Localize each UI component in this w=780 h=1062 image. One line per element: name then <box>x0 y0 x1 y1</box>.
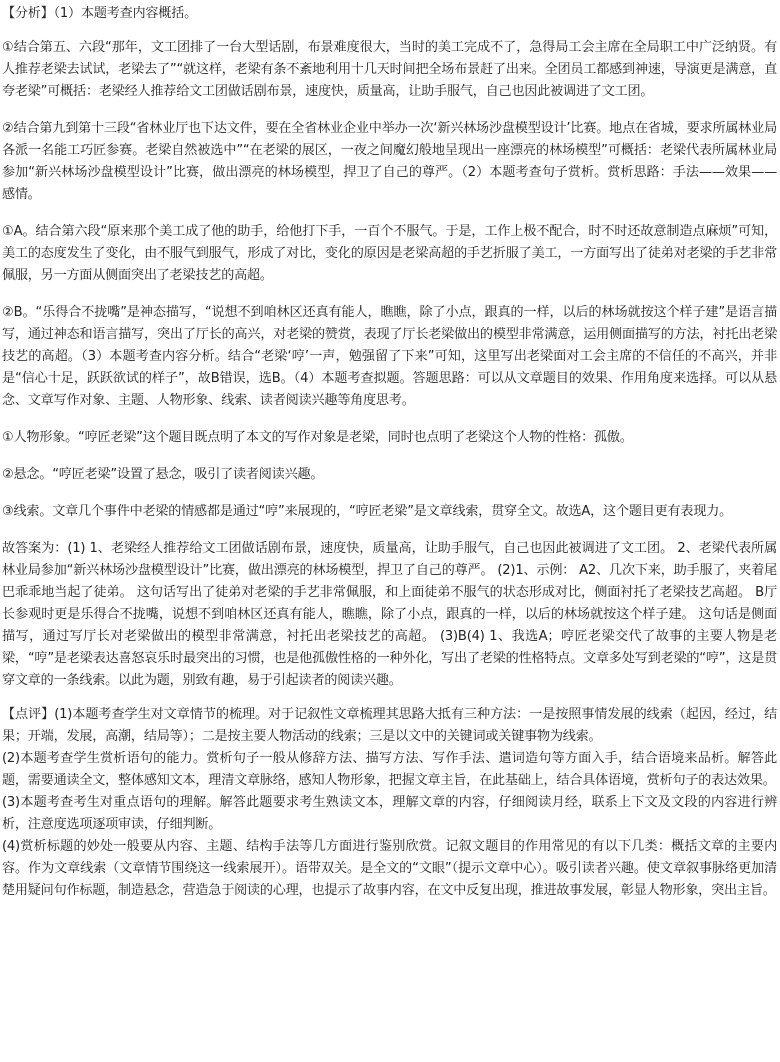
comment-paragraph-3: (3)本题考查考生对重点语句的理解。解答此题要求考生熟读文本，理解文章的内容，仔细阅读月经，联系上下文及文段的内容进行辨析，注意度选项逐项审读，仔细判断。 <box>2 795 777 832</box>
analysis-paragraph-sentence-a: ①A。结合第六段“原来那个美工成了他的助手，给他打下手，一百个不服气。于是，工作上极不配合，时不时还故意制造点麻烦”可知，美工的态度发生了变化，由不服气到服气，形成了对比，变化的原因是老梁高超的手艺折服了美工，一方面写出了徒弟对老梁的手艺非常佩服，另一方面从侧面突出了老梁技艺的高超。 <box>2 224 777 283</box>
analysis-paragraph-clue: ③线索。文章几个事件中老梁的情感都是通过“哼”来展现的，“哼匠老梁”是文章线索，贯穿全文。故选A，这个题目更有表现力。 <box>2 504 732 519</box>
answer-paragraph: 故答案为：(1) 1、老梁经人推荐给文工团做话剧布景，速度快，质量高，让助手服气，自己也因此被调进了文工团。 2、老梁代表所属林业局参加“新兴林场沙盘模型设计”比赛，做出漂亮的林场模型，捍卫了自己的尊严。 (2)1、示例： A2、几次下来，助手服了，夹着尾巴乖乖地当起了徒弟。 这句话写出了徒弟对老梁的手艺非常佩服，和上面徒弟不服气的状态形成对比，侧面衬托了老梁技艺高超。 B厅长参观时更是乐得合不拢嘴，说想不到咱林区还真有能人，瞧瞧，除了小点，跟真的一样，以后的林场就按这个样子建。 这句话是侧面描写，通过写厅长对老梁做出的模型非常满意，衬托出老梁技艺的高超。 (3)B(4) 1、我选A；哼匠老梁交代了故事的主要人物是老梁，“哼”是老梁表达喜怒哀乐时最突出的习惯，也是他孤傲性格的一种外化，写出了老梁的性格特点。文章多处写到老梁的“哼”，这是贯穿文章的一条线索。以此为题，别致有趣，易于引起读者的阅读兴趣。 <box>2 541 777 688</box>
analysis-paragraph-summary-1: ①结合第五、六段“那年，文工团排了一台大型话剧，布景难度很大，当时的美工完成不了，急得局工会主席在全局职工中广泛纳贤。有人推荐老梁去试试，老梁去了”“就这样，老梁有条不紊地利用十几天时间把全场布景赶了出来。全团员工都感到神速，导演更是满意，直夸老梁”可概括：老梁经人推荐给文工团做话剧布景，速度快，质量高，让助手服气，自己也因此被调进了文工团。 <box>2 40 777 99</box>
analysis-heading: 【分析】（1）本题考查内容概括。 <box>2 6 197 21</box>
analysis-paragraph-summary-2: ②结合第九到第十三段“省林业厅也下达文件，要在全省林业企业中举办一次‘新兴林场沙盘模型设计’比赛。地点在省城，要求所属林业局各派一名能工巧匠参赛。老梁自然被选中”“在老梁的展区，一夜之间魔幻般地呈现出一座漂亮的林场模型”可概括：老梁代表所属林业局参加“新兴林场沙盘模型设计”比赛，做出漂亮的林场模型，捍卫了自己的尊严。（2）本题考查句子赏析。赏析思路：手法——效果——感情。 <box>2 121 777 202</box>
comment-paragraph-2: (2)本题考查学生赏析语句的能力。赏析句子一般从修辞方法、描写方法、写作手法、遣词造句等方面入手，结合语境来品析。解答此题，需要通读全文，整体感知文本，理清文章脉络，感知人物形象，把握文章主旨，在此基础上，结合具体语境，赏析句子的表达效果。 <box>2 751 777 788</box>
analysis-paragraph-suspense: ②悬念。“哼匠老梁”设置了悬念，吸引了读者阅读兴趣。 <box>2 467 324 482</box>
analysis-paragraph-character: ①人物形象。“哼匠老梁”这个题目既点明了本文的写作对象是老梁，同时也点明了老梁这个人物的性格：孤傲。 <box>2 430 633 445</box>
analysis-paragraph-sentence-b: ②B。“乐得合不拢嘴”是神态描写，“说想不到咱林区还真有能人，瞧瞧，除了小点，跟真的一样，以后的林场就按这个样子建”是语言描写，通过神态和语言描写，突出了厅长的高兴，对老梁的赞赏，表现了厅长老梁做出的模型非常满意，运用侧面描写的方法，衬托出老梁技艺的高超。（3）本题考查内容分析。结合“老梁‘哼’一声，勉强留了下来”可知，这里写出老梁面对工会主席的不信任的不高兴，并非是“信心十足，跃跃欲试的样子”，故B错误，选B。（4）本题考查拟题。答题思路：可以从文章题目的效果、作用角度来选择。可以从悬念、文章写作对象、主题、人物形象、线索、读者阅读兴趣等角度思考。 <box>2 305 777 408</box>
comment-paragraph-1: 【点评】(1)本题考查学生对文章情节的梳理。对于记叙性文章梳理其思路大抵有三种方法：一是按照事情发展的线索（起因，经过，结果；开端，发展，高潮，结局等）；二是按主要人物活动的线索；三是以文中的关键词或关键事物为线索。 <box>2 707 777 744</box>
comment-paragraph-4: (4)赏析标题的妙处一般要从内容、主题、结构手法等几方面进行鉴别欣赏。记叙文题目的作用常见的有以下几类：概括文章的主要内容。作为文章线索（文章情节围绕这一线索展开）。语带双关。是全文的“文眼”（提示文章中心）。吸引读者兴趣。使文章叙事脉络更加清楚用疑问句作标题，制造悬念，营造急于阅读的心理，也提示了故事内容，在文中反复出现，推进故事发展，彰显人物形象，突出主旨。 <box>2 839 777 898</box>
